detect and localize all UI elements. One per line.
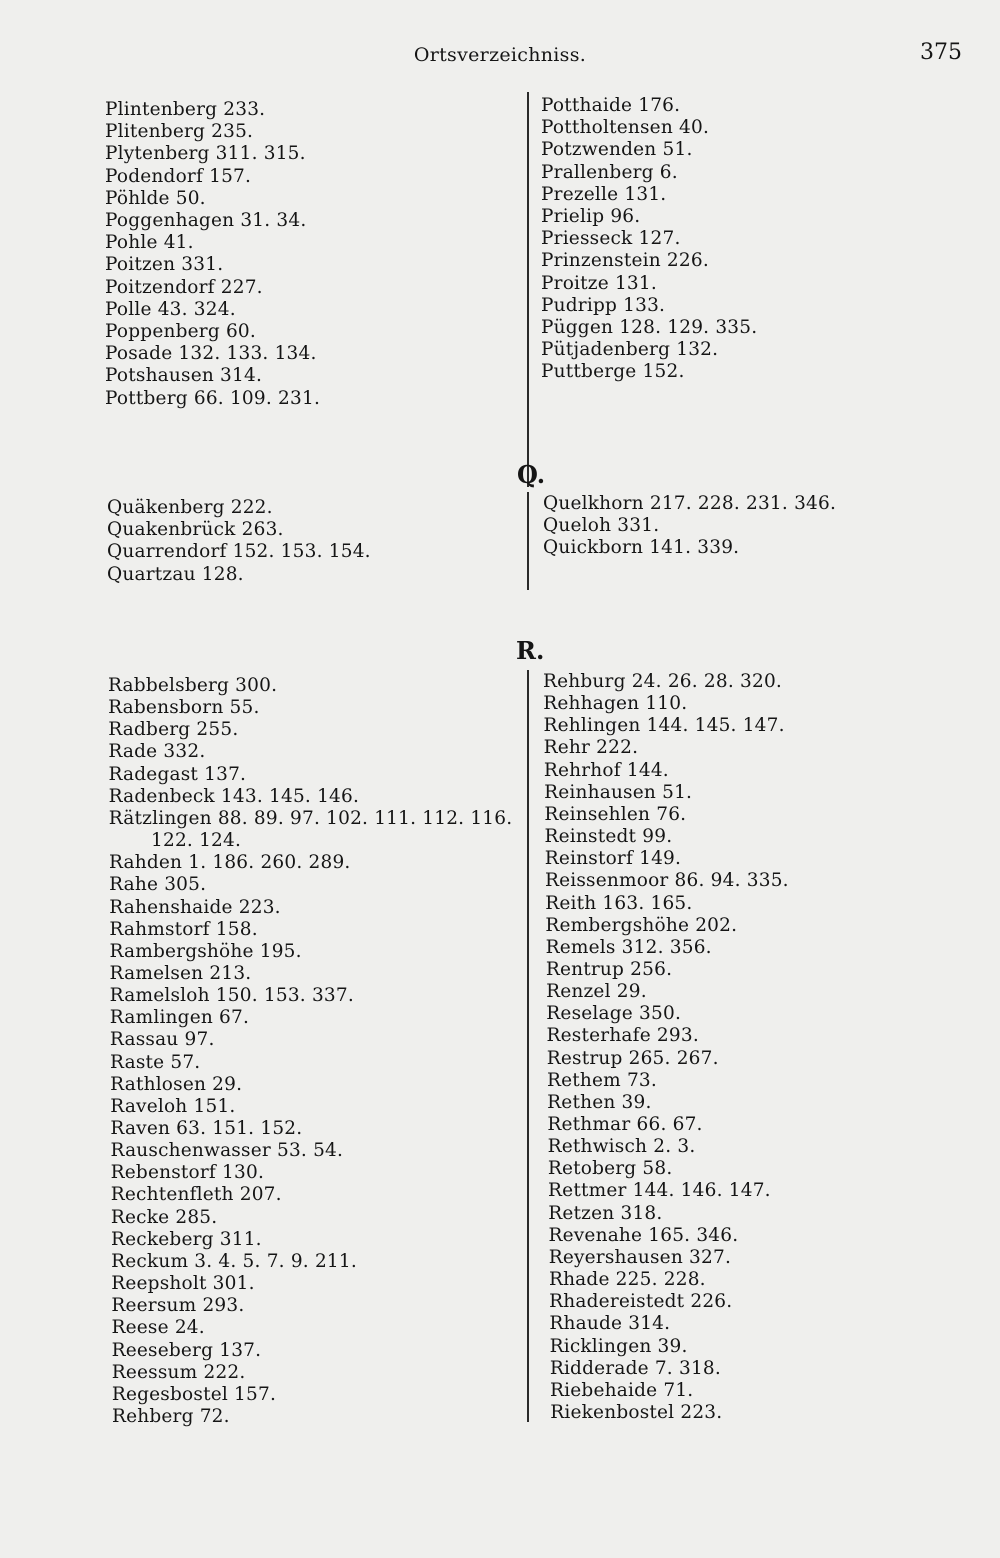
index-entry-r-right: Rettmer 144. 146. 147.: [548, 1180, 771, 1202]
index-entry-p-left: Posade 132. 133. 134.: [105, 343, 317, 365]
index-entry-r-left: Radenbeck 143. 145. 146.: [108, 785, 360, 807]
index-entry-p-left: Podendorf 157.: [105, 165, 252, 187]
index-entry-r-left: Raven 63. 151. 152.: [110, 1118, 303, 1139]
index-entry-r-right: Reinstedt 99.: [544, 826, 673, 848]
index-entry-r-left: Rabbelsberg 300.: [108, 675, 278, 696]
index-entry-p-right: Potzwenden 51.: [541, 139, 693, 161]
index-entry-r-left: Raste 57.: [110, 1051, 201, 1073]
index-entry-p-left: Pöhlde 50.: [105, 187, 206, 209]
index-entry-q-left: Quartzau 128.: [107, 563, 244, 585]
index-entry-p-right: Prielip 96.: [541, 206, 641, 227]
index-entry-r-right: Rehhagen 110.: [543, 693, 688, 715]
index-entry-r-left: Regesbostel 157.: [111, 1383, 277, 1405]
index-entry-q-left: Quarrendorf 152. 153. 154.: [107, 541, 371, 563]
index-entry-r-left: Radberg 255.: [108, 719, 239, 741]
index-entry-p-right: Pudripp 133.: [541, 294, 666, 316]
index-entry-p-right: Püggen 128. 129. 335.: [541, 317, 758, 338]
index-entry-q-right: Queloh 331.: [543, 515, 660, 537]
index-entry-r-left: Reckum 3. 4. 5. 7. 9. 211.: [111, 1250, 357, 1272]
index-entry-p-right: Pottholtensen 40.: [541, 117, 710, 139]
index-entry-r-left: Reeseberg 137.: [111, 1339, 262, 1361]
index-entry-q-left: Quäkenberg 222.: [107, 497, 273, 518]
index-entry-r-right: Resterhafe 293.: [546, 1025, 699, 1047]
index-entry-p-left: Polle 43. 324.: [105, 298, 236, 320]
index-entry-r-left: Reepsholt 301.: [111, 1273, 255, 1295]
index-entry-r-left: Rathlosen 29.: [110, 1073, 243, 1095]
index-entry-p-right: Potthaide 176.: [541, 95, 681, 116]
index-entry-r-left: Reese 24.: [111, 1317, 205, 1339]
index-entry-r-right: Reinhausen 51.: [544, 781, 693, 803]
index-entry-r-left: Rahden 1. 186. 260. 289.: [108, 852, 351, 874]
index-entry-q-right: Quickborn 141. 339.: [543, 537, 740, 559]
index-entry-p-right: Puttberge 152.: [541, 361, 685, 383]
column-divider: [527, 92, 529, 487]
index-entry-p-left: Poppenberg 60.: [105, 321, 256, 342]
index-entry-r-right: Ridderade 7. 318.: [549, 1357, 721, 1379]
index-entry-p-right: Prallenberg 6.: [541, 161, 678, 183]
index-entry-q-left: Quakenbrück 263.: [107, 519, 284, 541]
index-entry-p-left: Potshausen 314.: [105, 365, 263, 387]
index-entry-r-right: Rehlingen 144. 145. 147.: [543, 715, 785, 737]
index-entry-r-left: Rätzlingen 88. 89. 97. 102. 111. 112. 116.: [108, 807, 513, 829]
index-entry-r-right: Rehburg 24. 26. 28. 320.: [543, 671, 783, 692]
index-entry-r-right: Renzel 29.: [546, 981, 647, 1003]
index-entry-p-left: Plintenberg 233.: [105, 99, 266, 120]
index-entry-p-right: Proitze 131.: [541, 272, 657, 294]
index-entry-p-left: Pohle 41.: [105, 232, 194, 254]
index-entry-r-left: Rade 332.: [108, 741, 206, 763]
section-letter-r: R.: [516, 636, 545, 665]
index-entry-r-left: Recke 285.: [110, 1206, 218, 1228]
index-entry-r-right: Reinstorf 149.: [544, 848, 682, 870]
index-entry-p-right: Prezelle 131.: [541, 183, 667, 205]
index-entry-p-left: Poitzen 331.: [105, 254, 224, 276]
index-entry-r-left: Rehberg 72.: [111, 1405, 230, 1427]
page-number: 375: [920, 40, 962, 65]
index-entry-r-right: Remels 312. 356.: [545, 936, 712, 958]
running-title: Ortsverzeichniss.: [413, 44, 587, 66]
index-entry-r-left: Rabensborn 55.: [108, 697, 260, 719]
index-entry-r-left: 122. 124.: [151, 830, 242, 852]
section-letter-q: Q.: [517, 460, 546, 489]
index-entry-r-left: Rebenstorf 130.: [110, 1162, 265, 1184]
index-entry-r-right: Reselage 350.: [546, 1003, 682, 1025]
index-entry-p-left: Poggenhagen 31. 34.: [105, 210, 307, 231]
index-entry-r-right: Rethen 39.: [547, 1091, 652, 1113]
index-entry-p-right: Prinzenstein 226.: [541, 250, 709, 272]
index-entry-r-right: Rhaude 314.: [549, 1313, 671, 1335]
column-divider: [527, 492, 529, 590]
index-entry-r-right: Reinsehlen 76.: [544, 803, 687, 825]
index-entry-r-right: Restrup 265. 267.: [546, 1047, 719, 1069]
index-entry-r-left: Radegast 137.: [108, 763, 247, 785]
index-entry-r-right: Reyershausen 327.: [548, 1246, 732, 1268]
index-entry-p-left: Pottberg 66. 109. 231.: [105, 387, 321, 409]
index-entry-r-right: Rethwisch 2. 3.: [547, 1136, 696, 1158]
index-entry-r-right: Rembergshöhe 202.: [545, 914, 738, 936]
index-entry-r-right: Rehrhof 144.: [543, 759, 669, 781]
index-entry-r-left: Rauschenwasser 53. 54.: [110, 1140, 344, 1162]
index-entry-q-right: Quelkhorn 217. 228. 231. 346.: [543, 493, 837, 514]
index-entry-r-left: Rechtenfleth 207.: [110, 1184, 282, 1206]
index-entry-r-left: Reersum 293.: [111, 1295, 245, 1317]
column-divider: [527, 670, 529, 1422]
index-entry-r-right: Rehr 222.: [543, 737, 639, 759]
index-entry-r-left: Rahe 305.: [109, 874, 207, 896]
index-entry-r-left: Rassau 97.: [109, 1029, 215, 1051]
index-entry-r-right: Rhade 225. 228.: [548, 1269, 706, 1291]
index-entry-r-right: Retoberg 58.: [547, 1158, 673, 1180]
index-entry-r-left: Ramelsloh 150. 153. 337.: [109, 985, 354, 1007]
index-entry-r-right: Riekenbostel 223.: [550, 1401, 723, 1423]
index-entry-r-left: Ramelsen 213.: [109, 962, 252, 984]
index-entry-r-left: Reessum 222.: [111, 1361, 246, 1383]
index-entry-r-right: Reith 163. 165.: [545, 892, 693, 914]
index-entry-r-left: Ramlingen 67.: [109, 1007, 250, 1029]
index-entry-p-left: Plitenberg 235.: [105, 121, 254, 143]
index-entry-r-right: Rentrup 256.: [545, 958, 673, 980]
index-entry-p-right: Priesseck 127.: [541, 228, 681, 250]
index-entry-p-left: Poitzendorf 227.: [105, 276, 263, 298]
index-entry-r-left: Raveloh 151.: [110, 1095, 236, 1117]
index-entry-r-right: Ricklingen 39.: [549, 1335, 688, 1357]
index-entry-r-right: Revenahe 165. 346.: [548, 1224, 739, 1246]
index-entry-r-right: Reissenmoor 86. 94. 335.: [544, 870, 789, 892]
index-entry-r-left: Rahmstorf 158.: [109, 918, 258, 940]
index-entry-r-right: Rhadereistedt 226.: [549, 1291, 733, 1313]
index-entry-r-left: Rambergshöhe 195.: [109, 940, 302, 962]
index-entry-p-right: Pütjadenberg 132.: [541, 339, 719, 361]
index-entry-p-left: Plytenberg 311. 315.: [105, 143, 306, 165]
index-entry-r-right: Rethem 73.: [546, 1069, 657, 1091]
index-entry-r-right: Retzen 318.: [548, 1202, 663, 1224]
index-entry-r-right: Riebehaide 71.: [550, 1379, 694, 1401]
index-entry-r-right: Rethmar 66. 67.: [547, 1114, 703, 1135]
index-entry-r-left: Reckeberg 311.: [111, 1228, 262, 1250]
index-entry-r-left: Rahenshaide 223.: [109, 896, 281, 918]
